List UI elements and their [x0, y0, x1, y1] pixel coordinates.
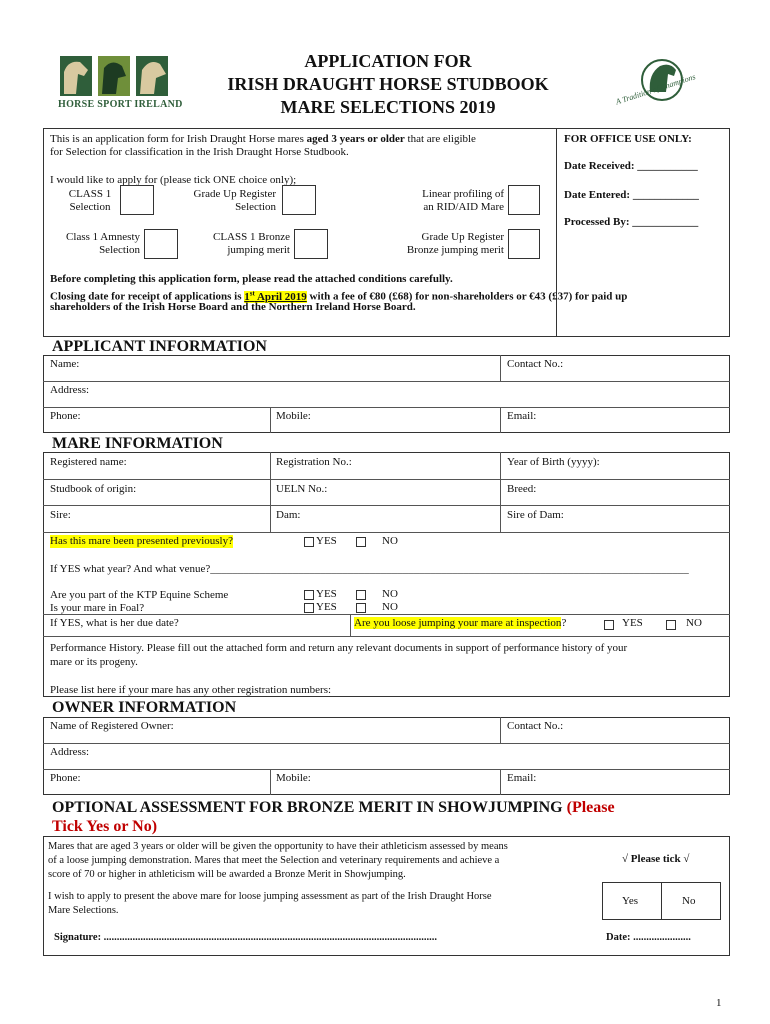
logo-text: HORSE SPORT IRELAND: [58, 99, 183, 110]
title-line-3: MARE SELECTIONS 2019: [280, 97, 496, 117]
please-tick-label: √ Please tick √: [622, 853, 690, 865]
ktp-yes-label: YES: [316, 588, 337, 600]
office-date-received: Date Received: ___________: [564, 160, 698, 172]
owner-mobile-field[interactable]: Mobile:: [276, 772, 311, 784]
tradition-seal: [612, 52, 712, 122]
option-amnesty-checkbox[interactable]: [144, 229, 178, 259]
apply-prompt: I would like to apply for (please tick ONE choice only);: [50, 174, 297, 186]
option-amnesty-label: Class 1 Amnesty Selection: [66, 231, 140, 256]
mare-studbook-field[interactable]: Studbook of origin:: [50, 483, 137, 495]
option-linear-label: Linear profiling of an RID/AID Mare: [422, 188, 504, 213]
mare-registered-name-field[interactable]: Registered name:: [50, 456, 127, 468]
ktp-yes-checkbox[interactable]: [304, 590, 314, 600]
loose-no-label: NO: [686, 617, 702, 629]
ktp-no-checkbox[interactable]: [356, 590, 366, 600]
option-gradebronze-label: Grade Up Register Bronze jumping merit: [406, 231, 504, 256]
page-number: 1: [716, 997, 722, 1009]
intro-text: This is an application form for Irish Draught Horse mares aged 3 years or older that are eligible: [50, 133, 476, 145]
office-date-entered: Date Entered: ____________: [564, 189, 699, 201]
due-date-field[interactable]: If YES, what is her due date?: [50, 617, 179, 629]
if-yes-year-venue-field[interactable]: If YES what year? And what venue?_______________________________________________________________________________________: [50, 563, 689, 575]
date-field[interactable]: Date: ......................: [606, 932, 691, 943]
applicant-contact-field[interactable]: Contact No.:: [507, 358, 564, 370]
optional-desc-l3: score of 70 or higher in athleticism will be awarded a Bronze Merit in Showjumping.: [48, 869, 406, 880]
performance-history-l2: mare or its progeny.: [50, 656, 138, 668]
presented-yes-checkbox[interactable]: [304, 537, 314, 547]
loose-yes-checkbox[interactable]: [604, 620, 614, 630]
foal-question: Is your mare in Foal?: [50, 602, 145, 614]
other-registration-field[interactable]: Please list here if your mare has any other registration numbers:: [50, 684, 332, 696]
owner-email-field[interactable]: Email:: [507, 772, 537, 784]
optional-wish-l1: I wish to apply to present the above mare for loose jumping assessment as part of the Irish Draught Horse: [48, 891, 492, 902]
optional-heading-line1: OPTIONAL ASSESSMENT FOR BRONZE MERIT IN SHOWJUMPING (Please: [52, 799, 615, 816]
loose-no-checkbox[interactable]: [666, 620, 676, 630]
title-line-2: IRISH DRAUGHT HORSE STUDBOOK: [227, 74, 549, 94]
option-bronze1-label: CLASS 1 Bronze jumping merit: [213, 231, 290, 256]
mare-heading: MARE INFORMATION: [52, 435, 223, 452]
applicant-email-field[interactable]: Email:: [507, 410, 537, 422]
applicant-mobile-field[interactable]: Mobile:: [276, 410, 311, 422]
option-gradeup-label: Grade Up Register Selection: [193, 188, 276, 213]
mare-year-of-birth-field[interactable]: Year of Birth (yyyy):: [507, 456, 600, 468]
presented-yes-label: YES: [316, 535, 337, 547]
notice-line-3: shareholders of the Irish Horse Board and the Northern Ireland Horse Board.: [50, 301, 416, 313]
applicant-heading: APPLICANT INFORMATION: [52, 338, 267, 355]
owner-heading: OWNER INFORMATION: [52, 699, 237, 716]
intro-text-line2: for Selection for classification in the Irish Draught Horse Studbook.: [50, 146, 349, 158]
option-class1-label: CLASS 1 Selection: [68, 188, 112, 213]
option-gradeup-checkbox[interactable]: [282, 185, 316, 215]
applicant-phone-field[interactable]: Phone:: [50, 410, 81, 422]
loose-yes-label: YES: [622, 617, 643, 629]
presented-no-checkbox[interactable]: [356, 537, 366, 547]
mare-registration-no-field[interactable]: Registration No.:: [276, 456, 352, 468]
notice-line-2: Closing date for receipt of applications is 1st April 2019 with a fee of €80 (£68) for non-shareholders or €43 (£37) for paid up: [50, 289, 628, 303]
mare-sire-of-dam-field[interactable]: Sire of Dam:: [507, 509, 564, 521]
title-line-1: APPLICATION FOR: [304, 51, 472, 71]
option-linear-checkbox[interactable]: [508, 185, 540, 215]
tick-yes-label: Yes: [622, 895, 639, 907]
loose-jumping-question: Are you loose jumping your mare at inspection?: [354, 617, 567, 629]
mare-dam-field[interactable]: Dam:: [276, 509, 301, 521]
option-gradebronze-checkbox[interactable]: [508, 229, 540, 259]
signature-field[interactable]: Signature: ...............................................................................................................................: [54, 932, 438, 943]
ktp-question: Are you part of the KTP Equine Scheme: [50, 589, 229, 601]
applicant-table: [43, 355, 730, 433]
optional-desc-l2: of a loose jumping demonstration. Mares that meet the Selection and veterinary requirements and achieve a: [48, 855, 500, 866]
presented-no-label: NO: [382, 535, 398, 547]
owner-contact-field[interactable]: Contact No.:: [507, 720, 564, 732]
option-bronze1-checkbox[interactable]: [294, 229, 328, 259]
owner-phone-field[interactable]: Phone:: [50, 772, 81, 784]
notice-line-1: Before completing this application form, please read the attached conditions carefully.: [50, 273, 453, 285]
owner-address-field[interactable]: Address:: [50, 746, 90, 758]
ktp-no-label: NO: [382, 588, 398, 600]
optional-wish-l2: Mare Selections.: [48, 905, 119, 916]
tick-no-label: No: [682, 895, 696, 907]
horse-heads-icon: [58, 54, 170, 98]
presented-question: Has this mare been presented previously?: [50, 535, 233, 547]
applicant-name-field[interactable]: Name:: [50, 358, 80, 370]
mare-sire-field[interactable]: Sire:: [50, 509, 71, 521]
foal-yes-label: YES: [316, 601, 337, 613]
foal-no-checkbox[interactable]: [356, 603, 366, 613]
optional-heading-line2: Tick Yes or No): [52, 818, 158, 835]
hsi-logo: [58, 54, 183, 112]
performance-history-l1: Performance History. Please fill out the attached form and return any relevant documents in support of performance history of your: [50, 642, 628, 654]
optional-desc-l1: Mares that are aged 3 years or older will be given the opportunity to have their athleticism assessed by means: [48, 841, 508, 852]
foal-no-label: NO: [382, 601, 398, 613]
office-processed-by: Processed By: ____________: [564, 216, 699, 228]
seal-text: A Tradition of Champions: [614, 72, 697, 107]
option-class1-checkbox[interactable]: [120, 185, 154, 215]
mare-ueln-field[interactable]: UELN No.:: [276, 483, 328, 495]
mare-breed-field[interactable]: Breed:: [507, 483, 537, 495]
applicant-address-field[interactable]: Address:: [50, 384, 90, 396]
office-heading: FOR OFFICE USE ONLY:: [564, 133, 692, 145]
owner-name-field[interactable]: Name of Registered Owner:: [50, 720, 174, 732]
foal-yes-checkbox[interactable]: [304, 603, 314, 613]
